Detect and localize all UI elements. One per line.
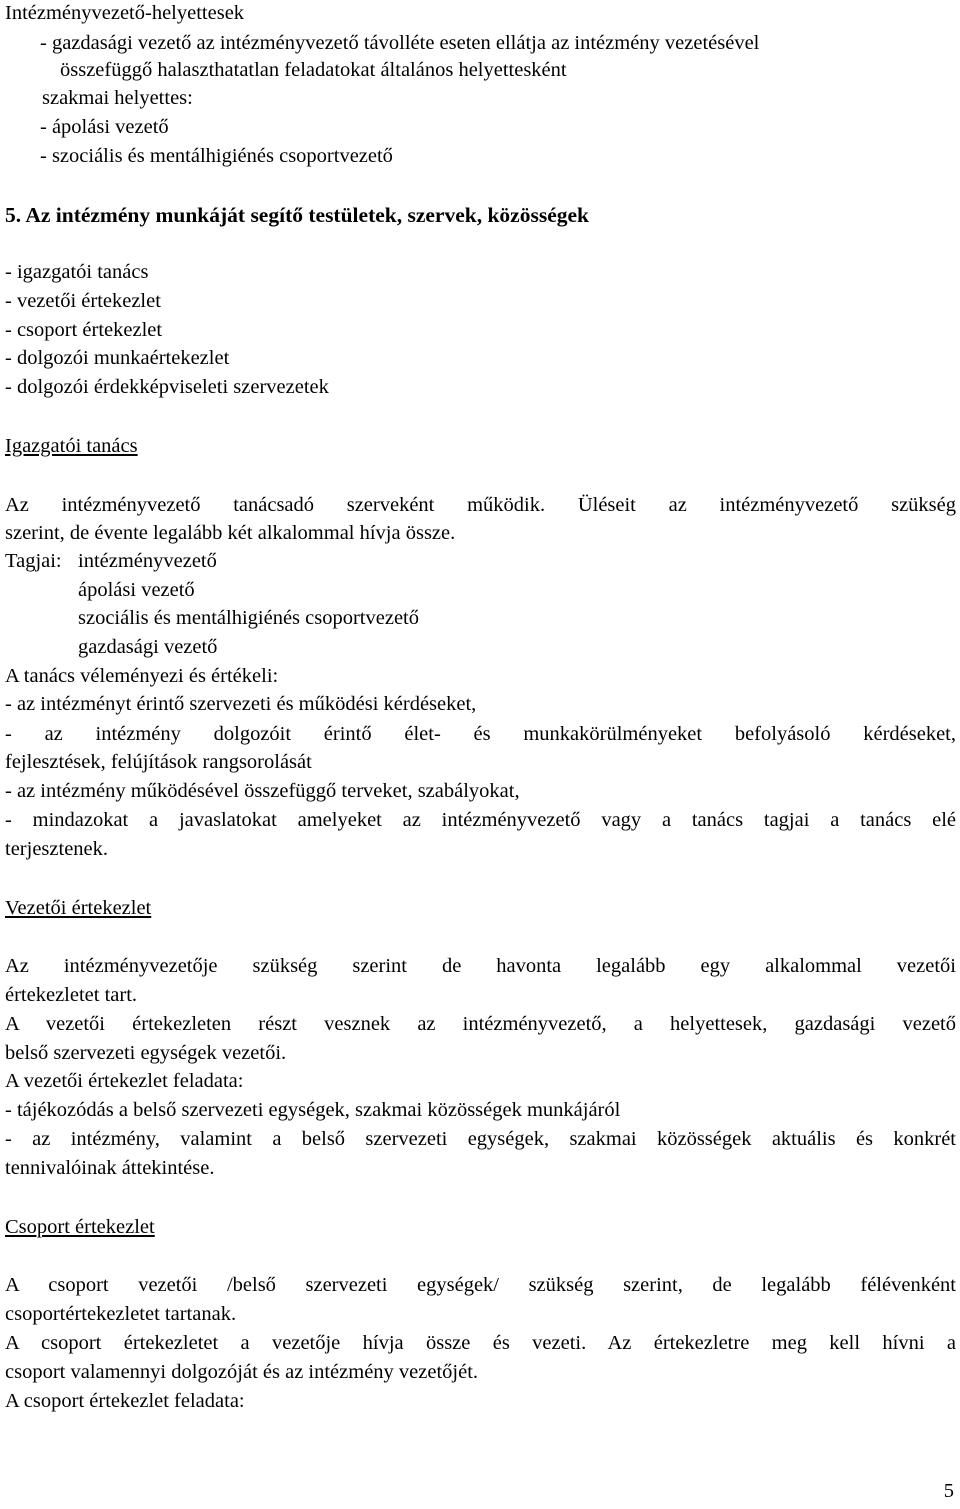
list-item: - szociális és mentálhigiénés csoportvezető — [40, 145, 393, 167]
text-line: csoport valamennyi dolgozóját és az intézmény vezetőjét. — [5, 1361, 479, 1383]
member-item: ápolási vezető — [78, 579, 195, 601]
list-item: - tájékozódás a belső szervezeti egységek, szakmai közösségek munkájáról — [5, 1099, 621, 1121]
text-line: A csoport vezetői /belső szervezeti egységek/ szükség szerint, de legalább félévenként — [5, 1274, 956, 1296]
list-item: - csoport értekezlet — [5, 319, 163, 341]
section-heading-deputies: Intézményvezető-helyettesek — [5, 2, 245, 24]
text-line: belső szervezeti egységek vezetői. — [5, 1042, 287, 1064]
list-item: - az intézmény működésével összefüggő terveket, szabályokat, — [5, 780, 520, 802]
list-item: - az intézmény dolgozóit érintő élet- és munkakörülményeket befolyásoló kérdéseket, — [5, 723, 956, 745]
text-line: szerint, de évente legalább két alkalommal hívja össze. — [5, 522, 456, 544]
section-heading-5: 5. Az intézmény munkáját segítő testületek, szervek, közösségek — [5, 203, 589, 227]
list-item: - mindazokat a javaslatokat amelyeket az intézményvezető vagy a tanács tagjai a tanács elé — [5, 809, 956, 831]
list-item: - igazgatói tanács — [5, 261, 149, 283]
list-item: - dolgozói érdekképviseleti szervezetek — [5, 376, 329, 398]
list-item: - dolgozói munkaértekezlet — [5, 347, 230, 369]
text-line: A vezetői értekezleten részt vesznek az intézményvezető, a helyettesek, gazdasági vezető — [5, 1013, 956, 1035]
text-line: tennivalóinak áttekintése. — [5, 1157, 215, 1179]
text-line: csoportértekezletet tartanak. — [5, 1303, 237, 1325]
members-label: Tagjai: — [5, 550, 62, 572]
subheading-vezetoi-ertekezlet: Vezetői értekezlet — [5, 897, 152, 919]
text-line: szakmai helyettes: — [42, 87, 193, 109]
text-line: fejlesztések, felújítások rangsorolását — [5, 751, 312, 773]
text-line: A tanács véleményezi és értékeli: — [5, 665, 279, 687]
list-item: - vezetői értekezlet — [5, 290, 161, 312]
member-item: szociális és mentálhigiénés csoportvezető — [78, 607, 419, 629]
text-line: Az intézményvezető tanácsadó szerveként működik. Üléseit az intézményvezető szükség — [5, 494, 956, 516]
text-line: terjesztenek. — [5, 838, 109, 860]
subheading-csoport-ertekezlet: Csoport értekezlet — [5, 1216, 155, 1238]
member-item: intézményvezető — [78, 550, 217, 572]
text-line: - gazdasági vezető az intézményvezető távolléte eseten ellátja az intézmény vezetésével — [40, 32, 760, 54]
text-line: A csoport értekezlet feladata: — [5, 1390, 245, 1412]
subheading-igazgatoi-tanacs: Igazgatói tanács — [5, 435, 138, 457]
text-line: értekezletet tart. — [5, 984, 138, 1006]
text-line: Az intézményvezetője szükség szerint de havonta legalább egy alkalommal vezetői — [5, 955, 956, 977]
text-line: A csoport értekezletet a vezetője hívja össze és vezeti. Az értekezletre meg kell hívni a — [5, 1332, 956, 1354]
text-line: összefüggő halaszthatatlan feladatokat általános helyettesként — [60, 59, 567, 81]
member-item: gazdasági vezető — [78, 636, 218, 658]
text-line: A vezetői értekezlet feladata: — [5, 1070, 244, 1092]
page-number: 5 — [943, 1480, 954, 1502]
list-item: - az intézményt érintő szervezeti és működési kérdéseket, — [5, 693, 477, 715]
list-item: - az intézmény, valamint a belső szervezeti egységek, szakmai közösségek aktuális és konkrét — [5, 1128, 956, 1150]
list-item: - ápolási vezető — [40, 116, 169, 138]
